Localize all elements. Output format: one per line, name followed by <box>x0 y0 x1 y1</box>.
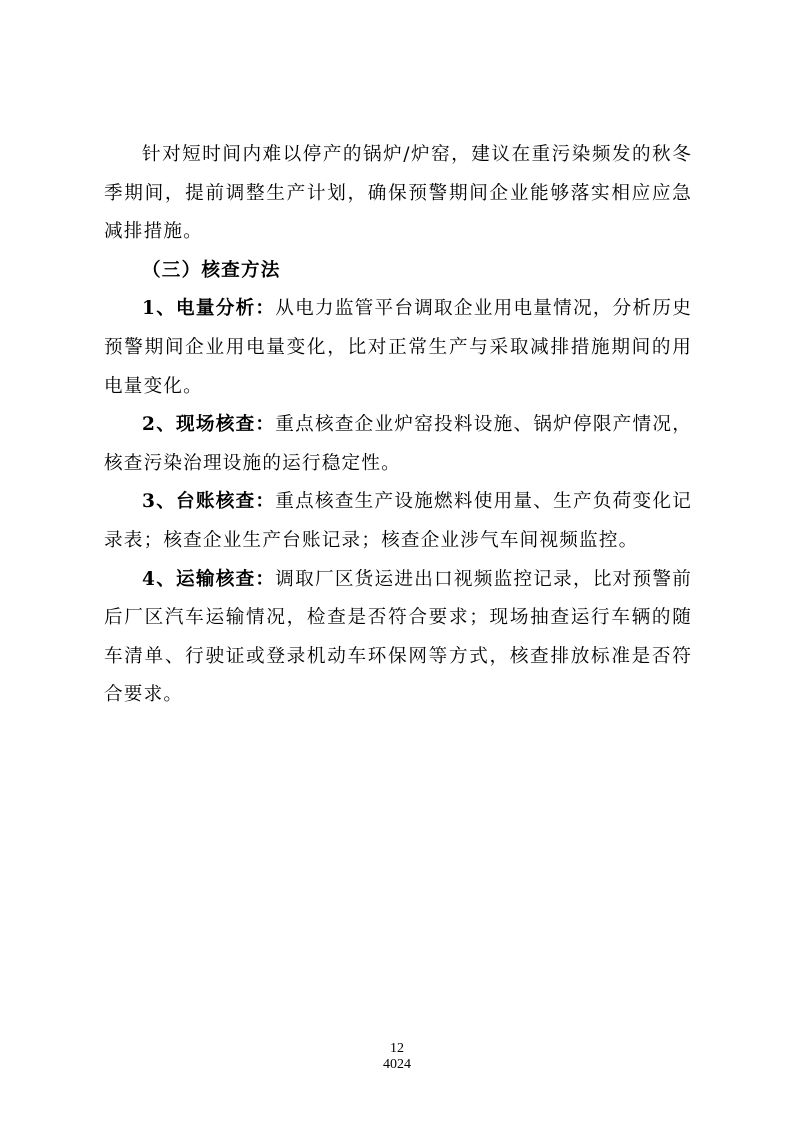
method-item-onsite <box>104 406 692 483</box>
method-item-text: 调取厂区货运进出口视频监控记录，比对预警前后厂区汽车运输情况，检查是否符合要求；现场抽查运行车辆的随车清单、行驶证或登录机动车环保网等方式，核查排放标准是否符合要求。 <box>104 568 693 706</box>
method-item-text: 重点核查生产设施燃料使用量、生产负荷变化记录表；核查企业生产台账记录；核查企业涉气车间视频监控。 <box>104 491 693 551</box>
method-item-text: 从电力监管平台调取企业用电量情况，分析历史预警期间企业用电量变化，比对正常生产与采取减排措施期间的用电量变化。 <box>104 298 693 397</box>
method-item-lead: 4、运输核查： <box>142 568 276 590</box>
method-item-lead: 1、电量分析： <box>142 298 276 320</box>
section-heading: （三）核查方法 <box>142 259 281 281</box>
page-number: 12 <box>390 1041 404 1056</box>
document-number: 4024 <box>383 1057 411 1072</box>
method-item-lead: 3、台账核查： <box>142 491 276 513</box>
document-body <box>104 136 692 715</box>
method-item-text: 重点核查企业炉窑投料设施、锅炉停限产情况，核查污染治理设施的运行稳定性。 <box>104 414 693 474</box>
method-item-electricity <box>104 290 692 406</box>
intro-paragraph: 针对短时间内难以停产的锅炉/炉窑，建议在重污染频发的秋冬季期间，提前调整生产计划，确保预警期间企业能够落实相应应急减排措施。 <box>104 144 692 243</box>
method-item-transport <box>104 561 692 715</box>
method-item-ledger <box>104 483 692 560</box>
method-item-lead: 2、现场核查： <box>142 414 276 436</box>
